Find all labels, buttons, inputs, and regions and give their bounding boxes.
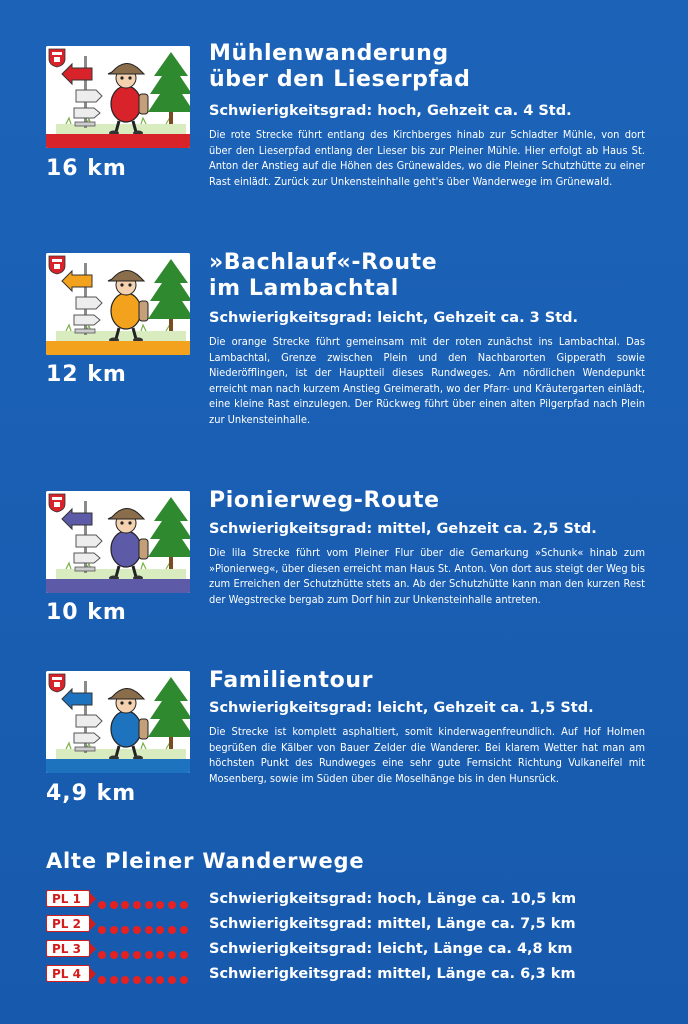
trail-badge: PL 4 (46, 965, 90, 982)
coat-of-arms-icon (48, 673, 66, 693)
route-title (209, 250, 669, 302)
route-title-line2: im Lambachtal (209, 276, 399, 301)
route-sign-illustration (46, 671, 190, 773)
trail-info: Schwierigkeitsgrad: mittel, Länge ca. 7,5 km (209, 916, 576, 932)
route-title-line1: Pionierweg-Route (209, 488, 440, 513)
route-title-line1: Familientour (209, 668, 374, 693)
route-sign-illustration (46, 491, 190, 593)
old-trail-row (46, 914, 646, 934)
route-difficulty: Schwierigkeitsgrad: hoch, Gehzeit ca. 4 Std. (209, 103, 572, 119)
trail-badge: PL 2 (46, 915, 90, 932)
route-distance: 4,9 km (46, 781, 137, 806)
trail-info: Schwierigkeitsgrad: leicht, Länge ca. 4,8 km (209, 941, 573, 957)
route-description: Die lila Strecke führt vom Pleiner Flur über die Gemarkung »Schunk« hinab zum »Pionierweg«, über diesen erreicht man Haus St. Anton. Von dort aus steigt der Weg bis zum Erreichen der Schutzhütte stets an. Ab der Schutzhütte kann man den kurzen Rest der Wegstrecke bergab zum Dorf hin zur Unkensteinhalle antreten. (209, 546, 645, 606)
route-difficulty: Schwierigkeitsgrad: leicht, Gehzeit ca. 1,5 Std. (209, 700, 594, 716)
route-sign-illustration (46, 253, 190, 355)
route-description: Die rote Strecke führt entlang des Kirchberges hinab zur Schladter Mühle, von dort über den Lieserpfad entlang der Lieser bis zur Pleiner Mühle. Hier erfolgt ab Haus St. Anton der Anstieg auf die Höhen des Grünewaldes, wo die Pleiner Schutzhütte zu einer Rast einlädt. Zurück zur Unkensteinhalle geht's über Wanderwege im Grünewald. (209, 128, 645, 188)
trail-info: Schwierigkeitsgrad: hoch, Länge ca. 10,5 km (209, 891, 577, 907)
trail-marker-dots (98, 919, 192, 938)
route-difficulty: Schwierigkeitsgrad: leicht, Gehzeit ca. 3 Std. (209, 310, 579, 326)
coat-of-arms-icon (48, 493, 66, 513)
trail-badge: PL 1 (46, 890, 90, 907)
route-title-line1: Mühlenwanderung (209, 41, 449, 66)
route-title-line2: über den Lieserpfad (209, 67, 471, 92)
route-distance: 16 km (46, 156, 127, 181)
route-description: Die Strecke ist komplett asphaltiert, somit kinderwagenfreundlich. Auf Hof Holmen begrüßen die Kälber von Bauer Zelder die Wanderer. Bei klarem Wetter hat man am höchsten Punkt des Rundweges eine sehr gute Fernsicht Richtung Vulkaneifel mit Mosenberg, sowie im Süden über die Moselhänge bis in den Hunsrück. (209, 725, 645, 785)
route-description: Die orange Strecke führt gemeinsam mit der roten zunächst ins Lambachtal. Das Lambachtal, Grenze zwischen Plein und den Nachbarorten Gipperath sowie Niederöfflingen, ist der Hauptteil dieses Rundweges. Am nördlichen Wendepunkt erreicht man nach kurzem Anstieg Greimerath, wo der Pfarr- und Kräutergarten einlädt, eine kleine Rast einzulegen. Der Rückweg führt über einen alten Pilgerpfad nach Plein zur Unkensteinhalle. (209, 335, 645, 426)
route-difficulty: Schwierigkeitsgrad: mittel, Gehzeit ca. 2,5 Std. (209, 521, 597, 537)
route-title-line1: »Bachlauf«-Route (209, 250, 438, 275)
route-distance: 10 km (46, 600, 127, 625)
route-sign-illustration (46, 46, 190, 148)
trail-marker-dots (98, 969, 192, 988)
trail-marker-dots (98, 944, 192, 963)
coat-of-arms-icon (48, 48, 66, 68)
trail-badge: PL 3 (46, 940, 90, 957)
old-trail-row (46, 889, 646, 909)
trail-info: Schwierigkeitsgrad: mittel, Länge ca. 6,3 km (209, 966, 576, 982)
route-title (209, 488, 669, 514)
old-trail-row (46, 939, 646, 959)
route-distance: 12 km (46, 362, 127, 387)
route-title (209, 41, 669, 93)
trail-marker-dots (98, 894, 192, 913)
old-trail-row (46, 964, 646, 984)
coat-of-arms-icon (48, 255, 66, 275)
old-trails-heading: Alte Pleiner Wanderwege (46, 849, 365, 873)
route-title (209, 668, 669, 694)
